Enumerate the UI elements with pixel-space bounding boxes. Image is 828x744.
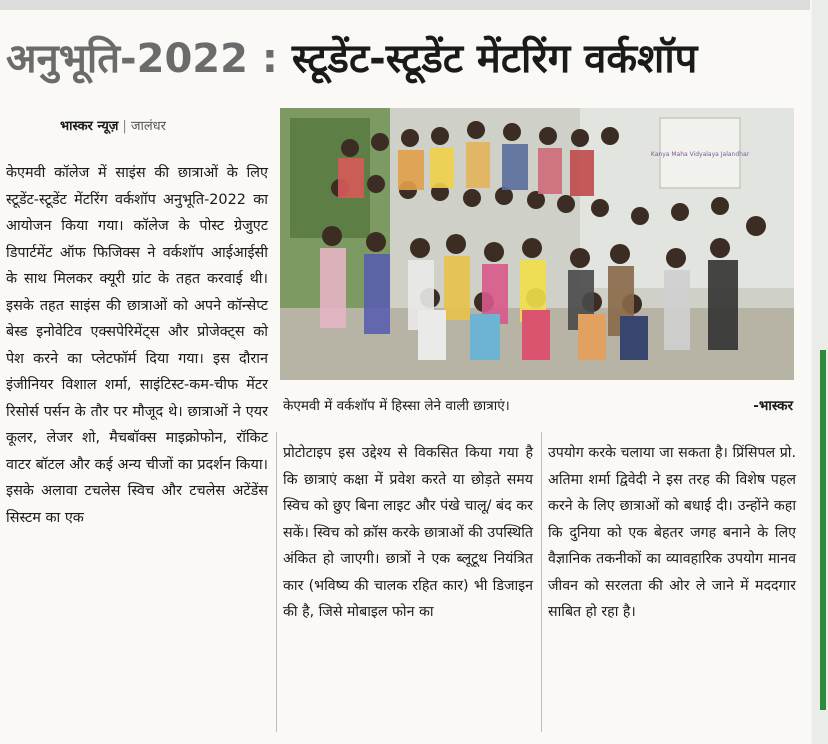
headline-title: स्टूडेंट-स्टूडेंट मेंटरिंग वर्कशॉप: [291, 36, 698, 82]
byline-source: भास्कर न्यूज़: [60, 119, 119, 134]
byline-city: जालंधर: [130, 119, 166, 134]
headline-event: अनुभूति-2022 :: [6, 36, 292, 82]
article-column-2: [283, 440, 533, 626]
page-edge: [812, 0, 828, 744]
article-text-1: केएमवी कॉलेज में साइंस की छात्राओं के लिए स्टूडेंट-स्टूडेंट मेंटरिंग वर्कशॉप अनुभूति-2022 का आयोजन किया गया। कॉलेज के पोस्ट ग्रेजुएट डिपार्टमेंट ऑफ फिजिक्स ने वर्कशॉप आईआईसी के साथ मिलकर क्यूरी ग्रांट के तहत करवाई थी। इसके तहत साइंस की छात्राओं को अपने कॉन्सेप्ट बेस्ड इनोवेटिव एक्सपेरिमेंट्स और प्रोजेक्ट्स को पेश करने का प्लेटफॉर्म दिया गया। इस दौरान इंजीनियर विशाल शर्मा, साइंटिस्ट-कम-चीफ मेंटर रिसोर्स पर्सन के तौर पर मौजूद थे। छात्राओं ने एयर कूलर, लेजर शो, मैचबॉक्स माइक्रोफोन, रॉकिट वाटर बॉटल और कई अन्य चीजों का प्रदर्शन किया। इसके अलावा टचलेस स्विच और टचलेस अटेंडेंस सिस्टम का एक: [6, 165, 268, 526]
group-photo: [280, 108, 794, 380]
edge-green-bar: [820, 350, 826, 710]
photo-credit: -भास्कर: [753, 398, 793, 414]
banner-text: Kanya Maha Vidyalaya Jalandhar: [650, 151, 750, 158]
article-text-2: प्रोटोटाइप इस उद्देश्य से विकसित किया गया है कि छात्राएं कक्षा में प्रवेश करते या छोड़ते समय स्विच को छुए बिना लाइट और पंखे चालू/ बंद कर सकें। स्विच को क्रॉस करके छात्राओं की उपस्थिति अंकित हो जाएगी। छात्रों ने एक ब्लूटूथ नियंत्रित कार (भविष्य की चालक रहित कार) भी डिजाइन की है, जिसे मोबाइल फोन का: [283, 445, 533, 620]
column-divider-2: [541, 432, 542, 732]
article-column-1: [6, 160, 268, 531]
byline: [60, 116, 166, 134]
caption-text: केएमवी में वर्कशॉप में हिस्सा लेने वाली छात्राएं।: [283, 398, 510, 414]
byline-separator: |: [122, 119, 127, 134]
group-photo-illustration: [280, 108, 794, 380]
photo-caption: [283, 396, 793, 414]
article-column-3: [548, 440, 796, 626]
top-border: [0, 0, 810, 10]
article-text-3: उपयोग करके चलाया जा सकता है। प्रिंसिपल प्रो. अतिमा शर्मा द्विवेदी ने इस तरह की विशेष पहल करने के लिए छात्राओं को बधाई दी। उन्होंने कहा कि दुनिया को एक बेहतर जगह बनाने के लिए वैज्ञानिक तकनीकों का व्यावहारिक उपयोग मानव जीवन को सरलता की ओर ले जाने में मददगार साबित हो रहा है।: [548, 445, 796, 620]
column-divider-1: [276, 432, 277, 732]
headline: [6, 20, 806, 98]
